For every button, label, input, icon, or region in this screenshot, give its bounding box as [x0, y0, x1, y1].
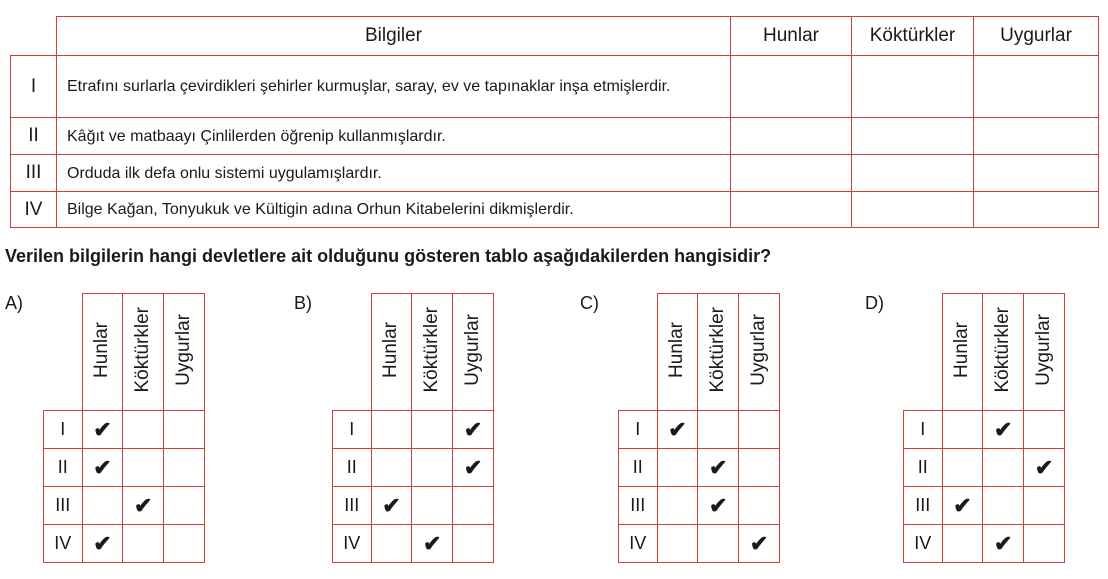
answer-cell — [453, 411, 494, 449]
option-d[interactable] — [865, 290, 1065, 572]
row-number: IV — [11, 192, 57, 228]
check-mark-icon: ✔ — [1034, 454, 1054, 480]
answer-cell — [698, 449, 739, 487]
row-number: I — [11, 56, 57, 118]
answer-cell — [974, 192, 1099, 228]
row-number: I — [619, 411, 658, 449]
column-header — [942, 294, 983, 411]
answer-cell — [739, 449, 780, 487]
answer-cell — [82, 411, 123, 449]
row-text: Kâğıt ve matbaayı Çinlilerden öğrenip kullanmışlardır. — [57, 118, 731, 155]
answer-cell — [983, 525, 1024, 563]
answer-cell — [123, 487, 164, 525]
option-c[interactable] — [580, 290, 780, 572]
check-mark-icon: ✔ — [93, 530, 112, 556]
answer-cell — [974, 155, 1099, 192]
column-header-label: Hunlar — [666, 321, 688, 378]
row-number: I — [333, 411, 372, 449]
column-header — [82, 294, 123, 411]
check-mark-icon: ✔ — [953, 492, 972, 518]
answer-cell — [164, 411, 205, 449]
row-number: IV — [333, 525, 372, 563]
column-header — [698, 294, 739, 411]
answer-cell — [983, 449, 1024, 487]
header-uygurlar: Uygurlar — [974, 17, 1099, 56]
option-a-label: A) — [5, 293, 23, 313]
corner-cell — [44, 294, 83, 411]
column-header — [412, 294, 453, 411]
corner-cell — [11, 17, 57, 56]
corner-cell — [619, 294, 658, 411]
option-b-table — [332, 293, 494, 563]
row-number: IV — [619, 525, 658, 563]
info-table — [10, 16, 1099, 228]
answer-cell — [82, 525, 123, 563]
answer-cell — [657, 525, 698, 563]
column-header-label: Hunlar — [91, 321, 113, 378]
answer-cell — [371, 525, 412, 563]
answer-cell — [983, 487, 1024, 525]
answer-cell — [453, 525, 494, 563]
table-row — [11, 192, 1099, 228]
column-header — [983, 294, 1024, 411]
row-text: Orduda ilk defa onlu sistemi uygulamışlardır. — [57, 155, 731, 192]
row-number: III — [44, 487, 83, 525]
table-row — [11, 118, 1099, 155]
option-a[interactable] — [5, 290, 205, 572]
check-mark-icon: ✔ — [994, 530, 1013, 556]
option-b-label: B) — [294, 293, 312, 313]
row-text: Etrafını surlarla çevirdikleri şehirler kurmuşlar, saray, ev ve tapınaklar inşa etmişlerdir. — [57, 56, 731, 118]
row-number: II — [11, 118, 57, 155]
option-a-table — [43, 293, 205, 563]
column-header-label: Uygurlar — [1033, 313, 1055, 386]
answer-cell — [739, 487, 780, 525]
row-number: IV — [904, 525, 943, 563]
answer-cell — [1024, 525, 1065, 563]
column-header-label: Hunlar — [951, 321, 973, 378]
answer-cell — [453, 487, 494, 525]
corner-cell — [904, 294, 943, 411]
row-number: II — [904, 449, 943, 487]
answer-cell — [164, 449, 205, 487]
option-c-table — [618, 293, 780, 563]
answer-cell — [698, 411, 739, 449]
answer-cell — [852, 118, 974, 155]
answer-cell — [731, 56, 852, 118]
option-b[interactable] — [294, 290, 494, 572]
column-header — [123, 294, 164, 411]
answer-cell — [942, 411, 983, 449]
answer-cell — [731, 118, 852, 155]
row-text: Bilge Kağan, Tonyukuk ve Kültigin adına Orhun Kitabelerini dikmişlerdir. — [57, 192, 731, 228]
answer-cell — [852, 192, 974, 228]
column-header-label: Uygurlar — [173, 313, 195, 386]
check-mark-icon: ✔ — [709, 454, 728, 480]
check-mark-icon: ✔ — [668, 416, 687, 442]
check-mark-icon: ✔ — [423, 530, 442, 556]
answer-cell — [82, 449, 123, 487]
row-number: II — [619, 449, 658, 487]
check-mark-icon: ✔ — [134, 492, 153, 518]
option-c-label: C) — [580, 293, 599, 313]
check-mark-icon: ✔ — [463, 416, 483, 442]
column-header — [453, 294, 494, 411]
answer-cell — [739, 525, 780, 563]
row-number: III — [11, 155, 57, 192]
row-number: III — [619, 487, 658, 525]
answer-cell — [942, 487, 983, 525]
row-number: II — [44, 449, 83, 487]
option-d-table — [903, 293, 1065, 563]
column-header-label: Köktürkler — [132, 306, 154, 393]
check-mark-icon: ✔ — [93, 454, 112, 480]
answer-cell — [698, 525, 739, 563]
header-kokturkler: Köktürkler — [852, 17, 974, 56]
answer-cell — [731, 155, 852, 192]
answer-cell — [164, 525, 205, 563]
answer-cell — [371, 449, 412, 487]
column-header — [1024, 294, 1065, 411]
header-hunlar: Hunlar — [731, 17, 852, 56]
row-number: III — [904, 487, 943, 525]
answer-cell — [731, 192, 852, 228]
column-header — [657, 294, 698, 411]
row-number: I — [904, 411, 943, 449]
row-number: II — [333, 449, 372, 487]
answer-cell — [1024, 449, 1065, 487]
info-table-header — [11, 17, 1099, 56]
answer-cell — [1024, 487, 1065, 525]
column-header-label: Hunlar — [380, 321, 402, 378]
answer-cell — [453, 449, 494, 487]
table-row — [11, 56, 1099, 118]
column-header-label: Uygurlar — [748, 313, 770, 386]
answer-cell — [942, 449, 983, 487]
answer-cell — [123, 449, 164, 487]
answer-cell — [942, 525, 983, 563]
answer-cell — [123, 525, 164, 563]
check-mark-icon: ✔ — [382, 492, 401, 518]
answer-cell — [657, 487, 698, 525]
answer-cell — [974, 118, 1099, 155]
check-mark-icon: ✔ — [749, 530, 769, 556]
row-number: I — [44, 411, 83, 449]
answer-cell — [371, 411, 412, 449]
answer-cell — [412, 487, 453, 525]
question-text: Verilen bilgilerin hangi devletlere ait olduğunu gösteren tablo aşağıdakilerden hangisidir? — [5, 246, 772, 266]
column-header-label: Köktürkler — [421, 306, 443, 393]
corner-cell — [333, 294, 372, 411]
answer-cell — [852, 155, 974, 192]
column-header-label: Köktürkler — [992, 306, 1014, 393]
column-header — [739, 294, 780, 411]
answer-cell — [852, 56, 974, 118]
answer-cell — [164, 487, 205, 525]
row-number: IV — [44, 525, 83, 563]
check-mark-icon: ✔ — [994, 416, 1013, 442]
answer-cell — [1024, 411, 1065, 449]
table-row — [11, 155, 1099, 192]
header-bilgiler: Bilgiler — [57, 17, 731, 56]
answer-cell — [657, 411, 698, 449]
check-mark-icon: ✔ — [463, 454, 483, 480]
answer-cell — [739, 411, 780, 449]
answer-cell — [412, 525, 453, 563]
answer-cell — [657, 449, 698, 487]
answer-cell — [974, 56, 1099, 118]
answer-cell — [412, 449, 453, 487]
column-header-label: Uygurlar — [462, 313, 484, 386]
column-header-label: Köktürkler — [707, 306, 729, 393]
answer-cell — [698, 487, 739, 525]
answer-cell — [123, 411, 164, 449]
option-d-label: D) — [865, 293, 884, 313]
answer-cell — [412, 411, 453, 449]
answer-cell — [82, 487, 123, 525]
row-number: III — [333, 487, 372, 525]
check-mark-icon: ✔ — [709, 492, 728, 518]
column-header — [164, 294, 205, 411]
answer-cell — [983, 411, 1024, 449]
answer-cell — [371, 487, 412, 525]
check-mark-icon: ✔ — [93, 416, 112, 442]
column-header — [371, 294, 412, 411]
